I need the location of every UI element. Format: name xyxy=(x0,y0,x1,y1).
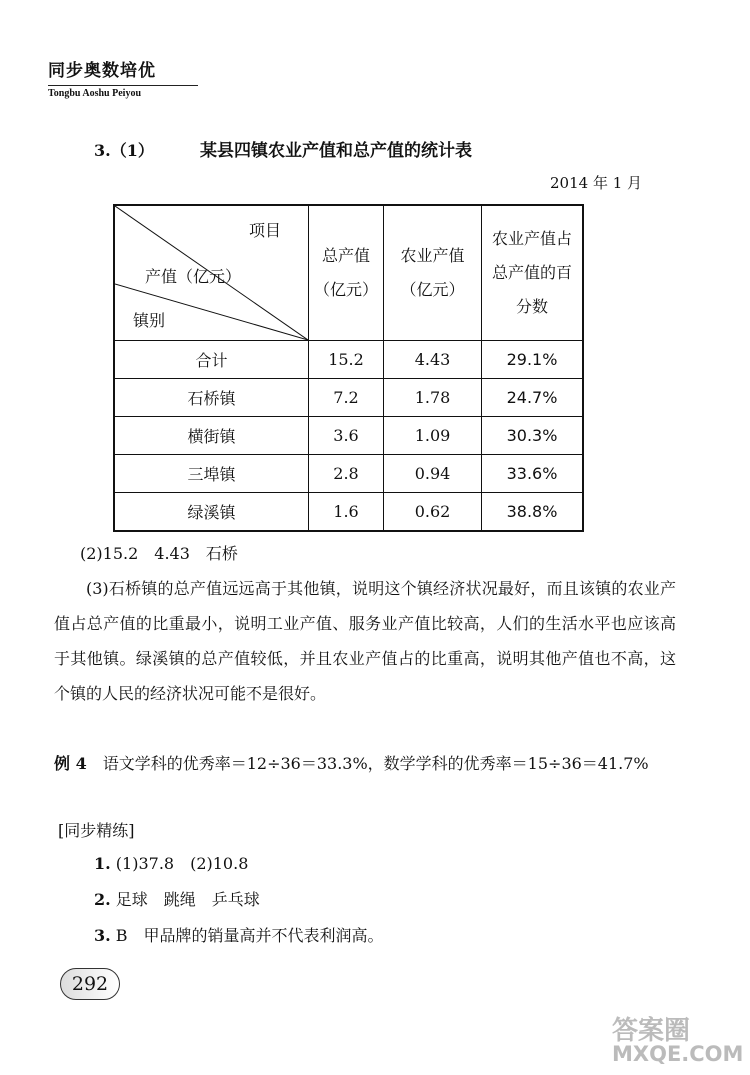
percent-cell: 30.3% xyxy=(482,417,584,455)
col-header-line: 分数 xyxy=(515,297,548,316)
item-text: B 甲品牌的销量高并不代表利润高。 xyxy=(110,926,384,945)
watermark-url: MXQE.COM xyxy=(612,1042,744,1066)
total-cell: 2.8 xyxy=(309,455,384,493)
table-title: 某县四镇农业产值和总产值的统计表 xyxy=(200,141,472,161)
table-date: 2014 年 1 月 xyxy=(550,174,643,192)
page-number: 292 xyxy=(60,968,120,1000)
town-cell: 石桥镇 xyxy=(114,379,309,417)
col-header-total xyxy=(309,205,384,341)
table-row xyxy=(114,455,583,493)
total-cell: 7.2 xyxy=(309,379,384,417)
agri-cell: 0.62 xyxy=(384,493,482,532)
item-text: (1)37.8 (2)10.8 xyxy=(110,854,249,873)
agri-cell: 1.78 xyxy=(384,379,482,417)
col-header-line: （亿元） xyxy=(400,280,465,299)
corner-label-town: 镇别 xyxy=(133,311,166,330)
agri-cell: 0.94 xyxy=(384,455,482,493)
item-number: 1. xyxy=(94,854,111,873)
practice-heading: [同步精练] xyxy=(58,821,135,840)
corner-label-value: 产值（亿元） xyxy=(145,267,242,286)
item-number: 2. xyxy=(94,890,111,909)
town-cell: 三埠镇 xyxy=(114,455,309,493)
example-text: 语文学科的优秀率＝12÷36＝33.3%，数学学科的优秀率＝15÷36＝41.7% xyxy=(86,754,649,773)
total-cell: 15.2 xyxy=(309,341,384,379)
answer-part-3: (3)石桥镇的总产值远远高于其他镇，说明这个镇经济状况最好，而且该镇的农业产值占总产值的比重最小，说明工业产值、服务业产值比较高，人们的生活水平也应该高于其他镇。绿溪镇的总产值较低，并且农业产值占的比重高，说明其他产值也不高，这个镇的人民的经济状况可能不是很好。 xyxy=(54,579,676,703)
percent-cell: 29.1% xyxy=(482,341,584,379)
example-label: 例 4 xyxy=(54,754,87,773)
practice-item xyxy=(94,923,384,946)
percent-cell: 33.6% xyxy=(482,455,584,493)
answer-part-2: (2)15.2 4.43 石桥 xyxy=(80,544,238,563)
agri-cell: 1.09 xyxy=(384,417,482,455)
total-cell: 3.6 xyxy=(309,417,384,455)
town-cell: 合计 xyxy=(114,341,309,379)
question-number: 3.（1） xyxy=(94,141,154,160)
practice-item xyxy=(94,887,260,910)
col-header-line: （亿元） xyxy=(313,280,378,299)
table-row xyxy=(114,379,583,417)
col-header-line: 总产值 xyxy=(321,246,370,265)
book-subtitle: Tongbu Aoshu Peiyou xyxy=(48,85,198,99)
table-row xyxy=(114,417,583,455)
table-header-row xyxy=(114,205,583,341)
agri-cell: 4.43 xyxy=(384,341,482,379)
watermark-logo: 答案圈 xyxy=(612,1016,691,1046)
book-header xyxy=(48,56,198,99)
diagonal-header-cell xyxy=(114,205,309,341)
total-cell: 1.6 xyxy=(309,493,384,532)
example-4 xyxy=(54,747,676,780)
col-header-line: 农业产值 xyxy=(400,246,465,265)
statistics-table xyxy=(113,204,584,532)
book-title: 同步奥数培优 xyxy=(48,61,156,81)
col-header-line: 总产值的百 xyxy=(491,263,572,282)
table-row xyxy=(114,493,583,532)
town-cell: 绿溪镇 xyxy=(114,493,309,532)
practice-item xyxy=(94,851,248,874)
item-number: 3. xyxy=(94,926,111,945)
corner-label-item: 项目 xyxy=(249,221,282,240)
percent-cell: 38.8% xyxy=(482,493,584,532)
percent-cell: 24.7% xyxy=(482,379,584,417)
col-header-agri xyxy=(384,205,482,341)
town-cell: 横街镇 xyxy=(114,417,309,455)
col-header-line: 农业产值占 xyxy=(491,229,572,248)
col-header-percent xyxy=(482,205,584,341)
table-row xyxy=(114,341,583,379)
item-text: 足球 跳绳 乒乓球 xyxy=(110,890,260,909)
